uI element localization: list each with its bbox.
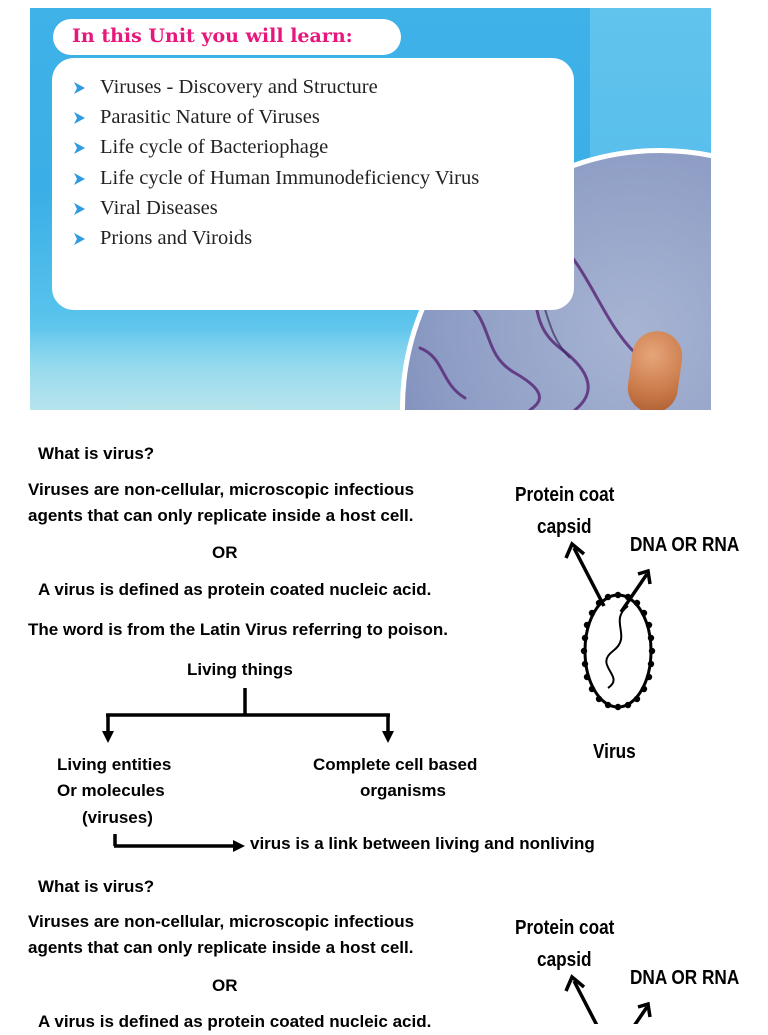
capsid-label: capsid <box>537 516 592 538</box>
unit-title: In this Unit you will learn: <box>72 25 353 47</box>
tree-left-line: Living entities <box>57 755 172 774</box>
topic-item: Prions and Viroids <box>74 223 574 253</box>
definition-line: Viruses are non-cellular, microscopic infectious <box>28 480 415 499</box>
alt-definition: A virus is defined as protein coated nucleic acid. <box>38 1012 432 1031</box>
definition-line: agents that can only replicate inside a host cell. <box>28 938 414 957</box>
virus-diagram <box>508 476 744 716</box>
definition-line: agents that can only replicate inside a host cell. <box>28 506 414 525</box>
arrow-bullet-icon <box>74 142 85 154</box>
section-question: What is virus? <box>38 444 155 463</box>
virus-diagram-2 <box>508 909 744 1024</box>
tree-left-line: (viruses) <box>82 808 153 827</box>
tree-right-line: Complete cell based <box>313 755 478 774</box>
arrow-bullet-icon <box>74 112 85 124</box>
topic-item: Parasitic Nature of Viruses <box>74 102 574 132</box>
section-question: What is virus? <box>38 877 155 896</box>
protein-coat-label: Protein coat <box>515 484 615 506</box>
topic-item: Life cycle of Bacteriophage <box>74 132 574 162</box>
virus-capsid-drawing <box>508 476 744 716</box>
link-text: virus is a link between living and nonliving <box>250 834 595 853</box>
nucleic-acid-label: DNA OR RNA <box>630 534 740 556</box>
or-separator: OR <box>212 976 238 995</box>
tree-root: Living things <box>187 660 293 679</box>
unit-banner <box>30 8 711 410</box>
link-arrow-icon <box>110 834 250 858</box>
topics-box <box>52 58 574 310</box>
unit-title-pill <box>53 19 401 55</box>
arrow-bullet-icon <box>74 82 85 94</box>
virus-arrows-drawing <box>508 909 744 1024</box>
topics-list <box>52 58 574 253</box>
topic-item: Life cycle of Human Immunodeficiency Virus <box>74 163 574 193</box>
or-separator: OR <box>212 543 238 562</box>
alt-definition: A virus is defined as protein coated nucleic acid. <box>38 580 432 599</box>
tree-right-line: organisms <box>360 781 446 800</box>
tree-left-line: Or molecules <box>57 781 165 800</box>
arrow-bullet-icon <box>74 173 85 185</box>
nucleic-acid-label: DNA OR RNA <box>630 967 740 989</box>
topic-item: Viruses - Discovery and Structure <box>74 72 574 102</box>
arrow-bullet-icon <box>74 203 85 215</box>
protein-coat-label: Protein coat <box>515 917 615 939</box>
arrow-bullet-icon <box>74 233 85 245</box>
virus-caption: Virus <box>593 741 636 763</box>
topic-item: Viral Diseases <box>74 193 574 223</box>
etymology-text: The word is from the Latin Virus referring to poison. <box>28 620 449 639</box>
capsid-label: capsid <box>537 949 592 971</box>
definition-line: Viruses are non-cellular, microscopic infectious <box>28 912 415 931</box>
tree-connectors <box>96 688 416 748</box>
